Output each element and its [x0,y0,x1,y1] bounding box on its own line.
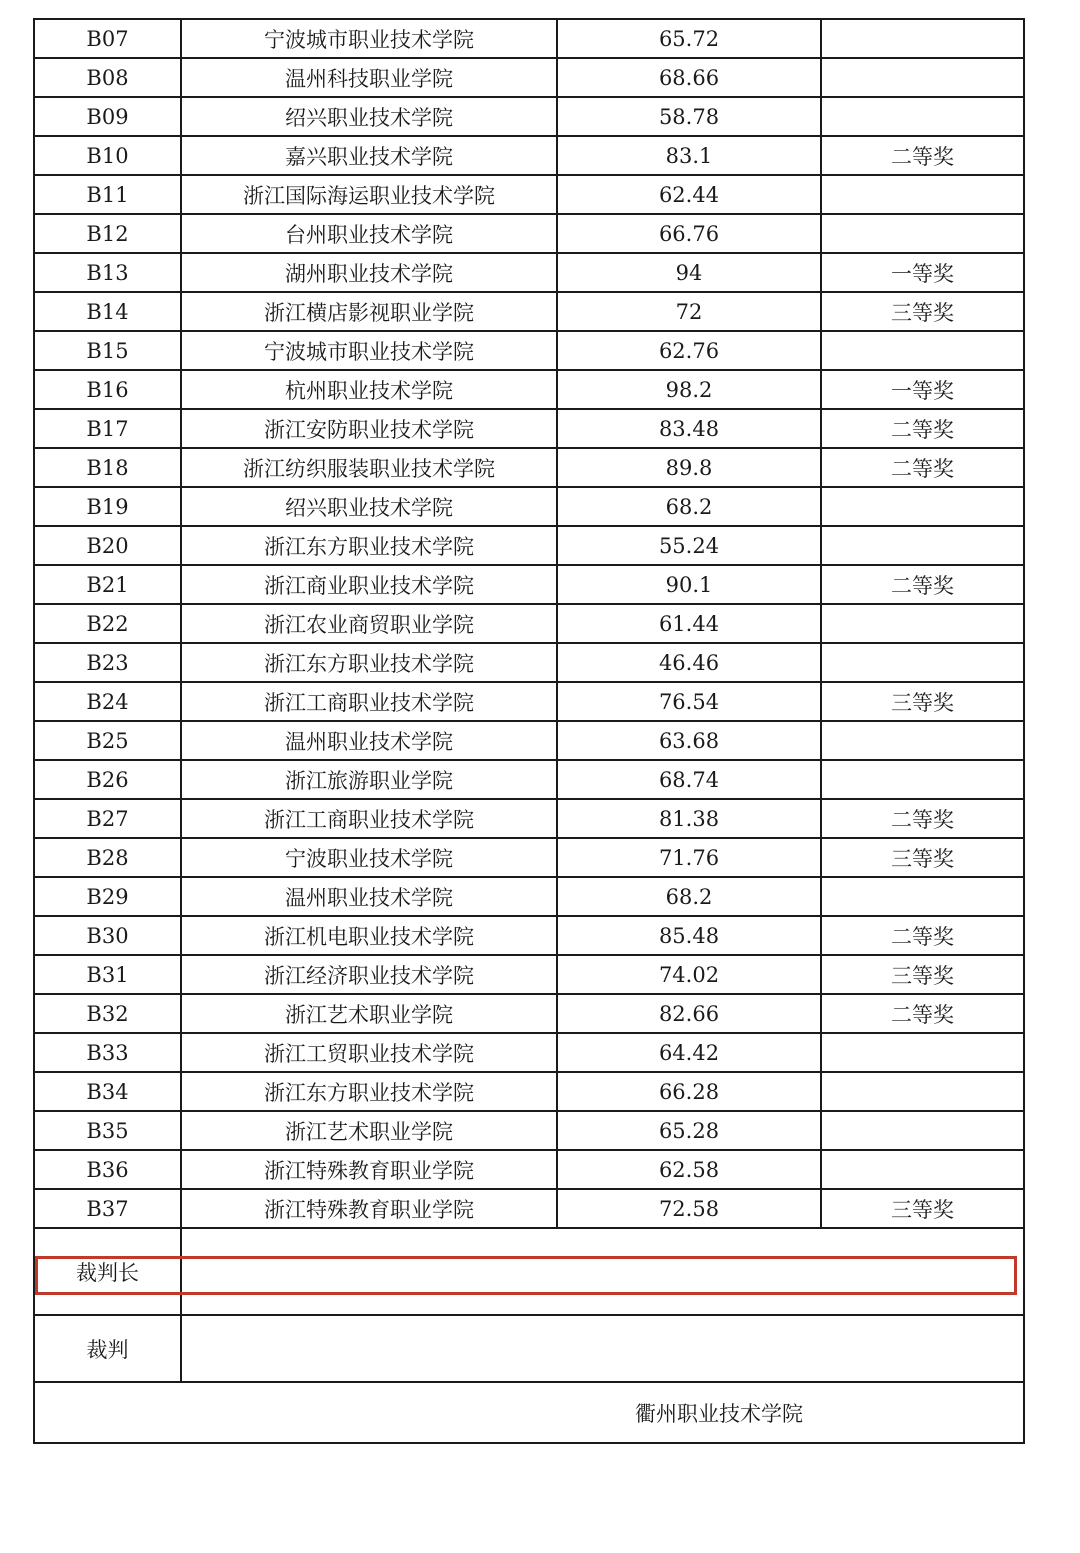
table-row [34,448,1024,487]
school-cell: 浙江工商职业技术学院 [181,682,557,721]
school-cell: 杭州职业技术学院 [181,370,557,409]
entry-id-cell: B30 [34,916,181,955]
entry-id-cell: B31 [34,955,181,994]
award-cell [821,1150,1024,1189]
award-cell [821,877,1024,916]
judge-row [34,1315,1024,1382]
entry-id-cell: B29 [34,877,181,916]
table-row [34,1033,1024,1072]
judge-label: 裁判 [34,1315,181,1382]
organizer-name: 衢州职业技术学院 [34,1382,1024,1443]
score-cell: 68.2 [557,487,821,526]
score-cell: 46.46 [557,643,821,682]
school-cell: 湖州职业技术学院 [181,253,557,292]
table-row [34,643,1024,682]
award-cell: 二等奖 [821,448,1024,487]
table-row [34,175,1024,214]
score-cell: 64.42 [557,1033,821,1072]
entry-id-cell: B36 [34,1150,181,1189]
entry-id-cell: B26 [34,760,181,799]
award-cell: 三等奖 [821,682,1024,721]
score-cell: 83.48 [557,409,821,448]
award-cell: 二等奖 [821,409,1024,448]
school-cell: 浙江工商职业技术学院 [181,799,557,838]
table-row [34,1111,1024,1150]
entry-id-cell: B08 [34,58,181,97]
score-cell: 89.8 [557,448,821,487]
score-cell: 58.78 [557,97,821,136]
school-cell: 温州科技职业学院 [181,58,557,97]
award-cell [821,1033,1024,1072]
school-cell: 宁波城市职业技术学院 [181,331,557,370]
award-cell [821,604,1024,643]
chief-judge-signature-field[interactable] [181,1228,1024,1315]
award-cell: 三等奖 [821,955,1024,994]
table-row [34,58,1024,97]
award-cell [821,331,1024,370]
table-row [34,955,1024,994]
table-row [34,253,1024,292]
award-cell [821,643,1024,682]
table-row [34,97,1024,136]
entry-id-cell: B34 [34,1072,181,1111]
table-row [34,604,1024,643]
school-cell: 浙江纺织服装职业技术学院 [181,448,557,487]
school-cell: 浙江艺术职业学院 [181,1111,557,1150]
school-cell: 浙江安防职业技术学院 [181,409,557,448]
school-cell: 浙江东方职业技术学院 [181,643,557,682]
score-cell: 74.02 [557,955,821,994]
award-cell [821,214,1024,253]
entry-id-cell: B32 [34,994,181,1033]
score-cell: 68.2 [557,877,821,916]
award-cell [821,175,1024,214]
entry-id-cell: B23 [34,643,181,682]
table-row [34,136,1024,175]
entry-id-cell: B19 [34,487,181,526]
score-cell: 81.38 [557,799,821,838]
table-row [34,526,1024,565]
award-cell: 三等奖 [821,838,1024,877]
table-row [34,214,1024,253]
entry-id-cell: B13 [34,253,181,292]
table-row [34,1072,1024,1111]
score-cell: 68.66 [557,58,821,97]
table-row [34,1189,1024,1228]
entry-id-cell: B27 [34,799,181,838]
entry-id-cell: B35 [34,1111,181,1150]
score-cell: 72.58 [557,1189,821,1228]
chief-judge-row [34,1228,1024,1315]
score-cell: 90.1 [557,565,821,604]
score-cell: 65.72 [557,19,821,58]
award-cell [821,1072,1024,1111]
table-row [34,487,1024,526]
entry-id-cell: B07 [34,19,181,58]
school-cell: 宁波城市职业技术学院 [181,19,557,58]
table-row [34,19,1024,58]
school-cell: 浙江国际海运职业技术学院 [181,175,557,214]
results-table [33,18,1025,1444]
table-row [34,565,1024,604]
score-cell: 63.68 [557,721,821,760]
entry-id-cell: B15 [34,331,181,370]
entry-id-cell: B09 [34,97,181,136]
award-cell [821,1111,1024,1150]
table-row [34,916,1024,955]
entry-id-cell: B16 [34,370,181,409]
score-cell: 62.76 [557,331,821,370]
school-cell: 浙江工贸职业技术学院 [181,1033,557,1072]
entry-id-cell: B21 [34,565,181,604]
award-cell [821,97,1024,136]
award-cell: 三等奖 [821,1189,1024,1228]
score-cell: 85.48 [557,916,821,955]
score-cell: 98.2 [557,370,821,409]
school-cell: 台州职业技术学院 [181,214,557,253]
award-cell: 三等奖 [821,292,1024,331]
award-cell: 二等奖 [821,565,1024,604]
score-cell: 66.28 [557,1072,821,1111]
table-row [34,838,1024,877]
score-cell: 55.24 [557,526,821,565]
school-cell: 浙江艺术职业学院 [181,994,557,1033]
entry-id-cell: B37 [34,1189,181,1228]
score-cell: 83.1 [557,136,821,175]
school-cell: 浙江农业商贸职业学院 [181,604,557,643]
award-cell [821,760,1024,799]
table-row [34,994,1024,1033]
award-cell [821,19,1024,58]
score-cell: 61.44 [557,604,821,643]
table-row [34,292,1024,331]
table-row [34,877,1024,916]
entry-id-cell: B33 [34,1033,181,1072]
footer-row [34,1382,1024,1443]
table-row [34,331,1024,370]
award-cell: 一等奖 [821,370,1024,409]
judge-signature-field[interactable] [181,1315,1024,1382]
table-row [34,721,1024,760]
table-row [34,409,1024,448]
school-cell: 浙江机电职业技术学院 [181,916,557,955]
school-cell: 浙江东方职业技术学院 [181,1072,557,1111]
school-cell: 浙江特殊教育职业学院 [181,1150,557,1189]
entry-id-cell: B11 [34,175,181,214]
entry-id-cell: B10 [34,136,181,175]
signature-section [34,1228,1024,1443]
award-cell [821,487,1024,526]
school-cell: 浙江东方职业技术学院 [181,526,557,565]
score-cell: 68.74 [557,760,821,799]
entry-id-cell: B17 [34,409,181,448]
score-cell: 62.58 [557,1150,821,1189]
entry-id-cell: B22 [34,604,181,643]
entry-id-cell: B20 [34,526,181,565]
table-row [34,760,1024,799]
school-cell: 温州职业技术学院 [181,877,557,916]
school-cell: 浙江横店影视职业学院 [181,292,557,331]
school-cell: 绍兴职业技术学院 [181,487,557,526]
award-cell [821,526,1024,565]
entry-id-cell: B28 [34,838,181,877]
school-cell: 绍兴职业技术学院 [181,97,557,136]
award-cell: 二等奖 [821,916,1024,955]
award-cell [821,58,1024,97]
score-cell: 72 [557,292,821,331]
score-cell: 66.76 [557,214,821,253]
entry-id-cell: B12 [34,214,181,253]
award-cell: 二等奖 [821,799,1024,838]
table-row [34,1150,1024,1189]
school-cell: 宁波职业技术学院 [181,838,557,877]
table-row [34,799,1024,838]
score-cell: 65.28 [557,1111,821,1150]
score-cell: 94 [557,253,821,292]
school-cell: 浙江特殊教育职业学院 [181,1189,557,1228]
school-cell: 浙江商业职业技术学院 [181,565,557,604]
award-cell: 一等奖 [821,253,1024,292]
score-cell: 71.76 [557,838,821,877]
award-cell [821,721,1024,760]
entry-id-cell: B14 [34,292,181,331]
score-cell: 82.66 [557,994,821,1033]
entry-id-cell: B24 [34,682,181,721]
school-cell: 浙江经济职业技术学院 [181,955,557,994]
award-cell: 二等奖 [821,136,1024,175]
table-row [34,370,1024,409]
results-table-body [34,19,1024,1228]
award-cell: 二等奖 [821,994,1024,1033]
entry-id-cell: B18 [34,448,181,487]
score-cell: 76.54 [557,682,821,721]
chief-judge-label: 裁判长 [34,1228,181,1315]
score-cell: 62.44 [557,175,821,214]
school-cell: 嘉兴职业技术学院 [181,136,557,175]
table-row [34,682,1024,721]
school-cell: 温州职业技术学院 [181,721,557,760]
school-cell: 浙江旅游职业学院 [181,760,557,799]
entry-id-cell: B25 [34,721,181,760]
